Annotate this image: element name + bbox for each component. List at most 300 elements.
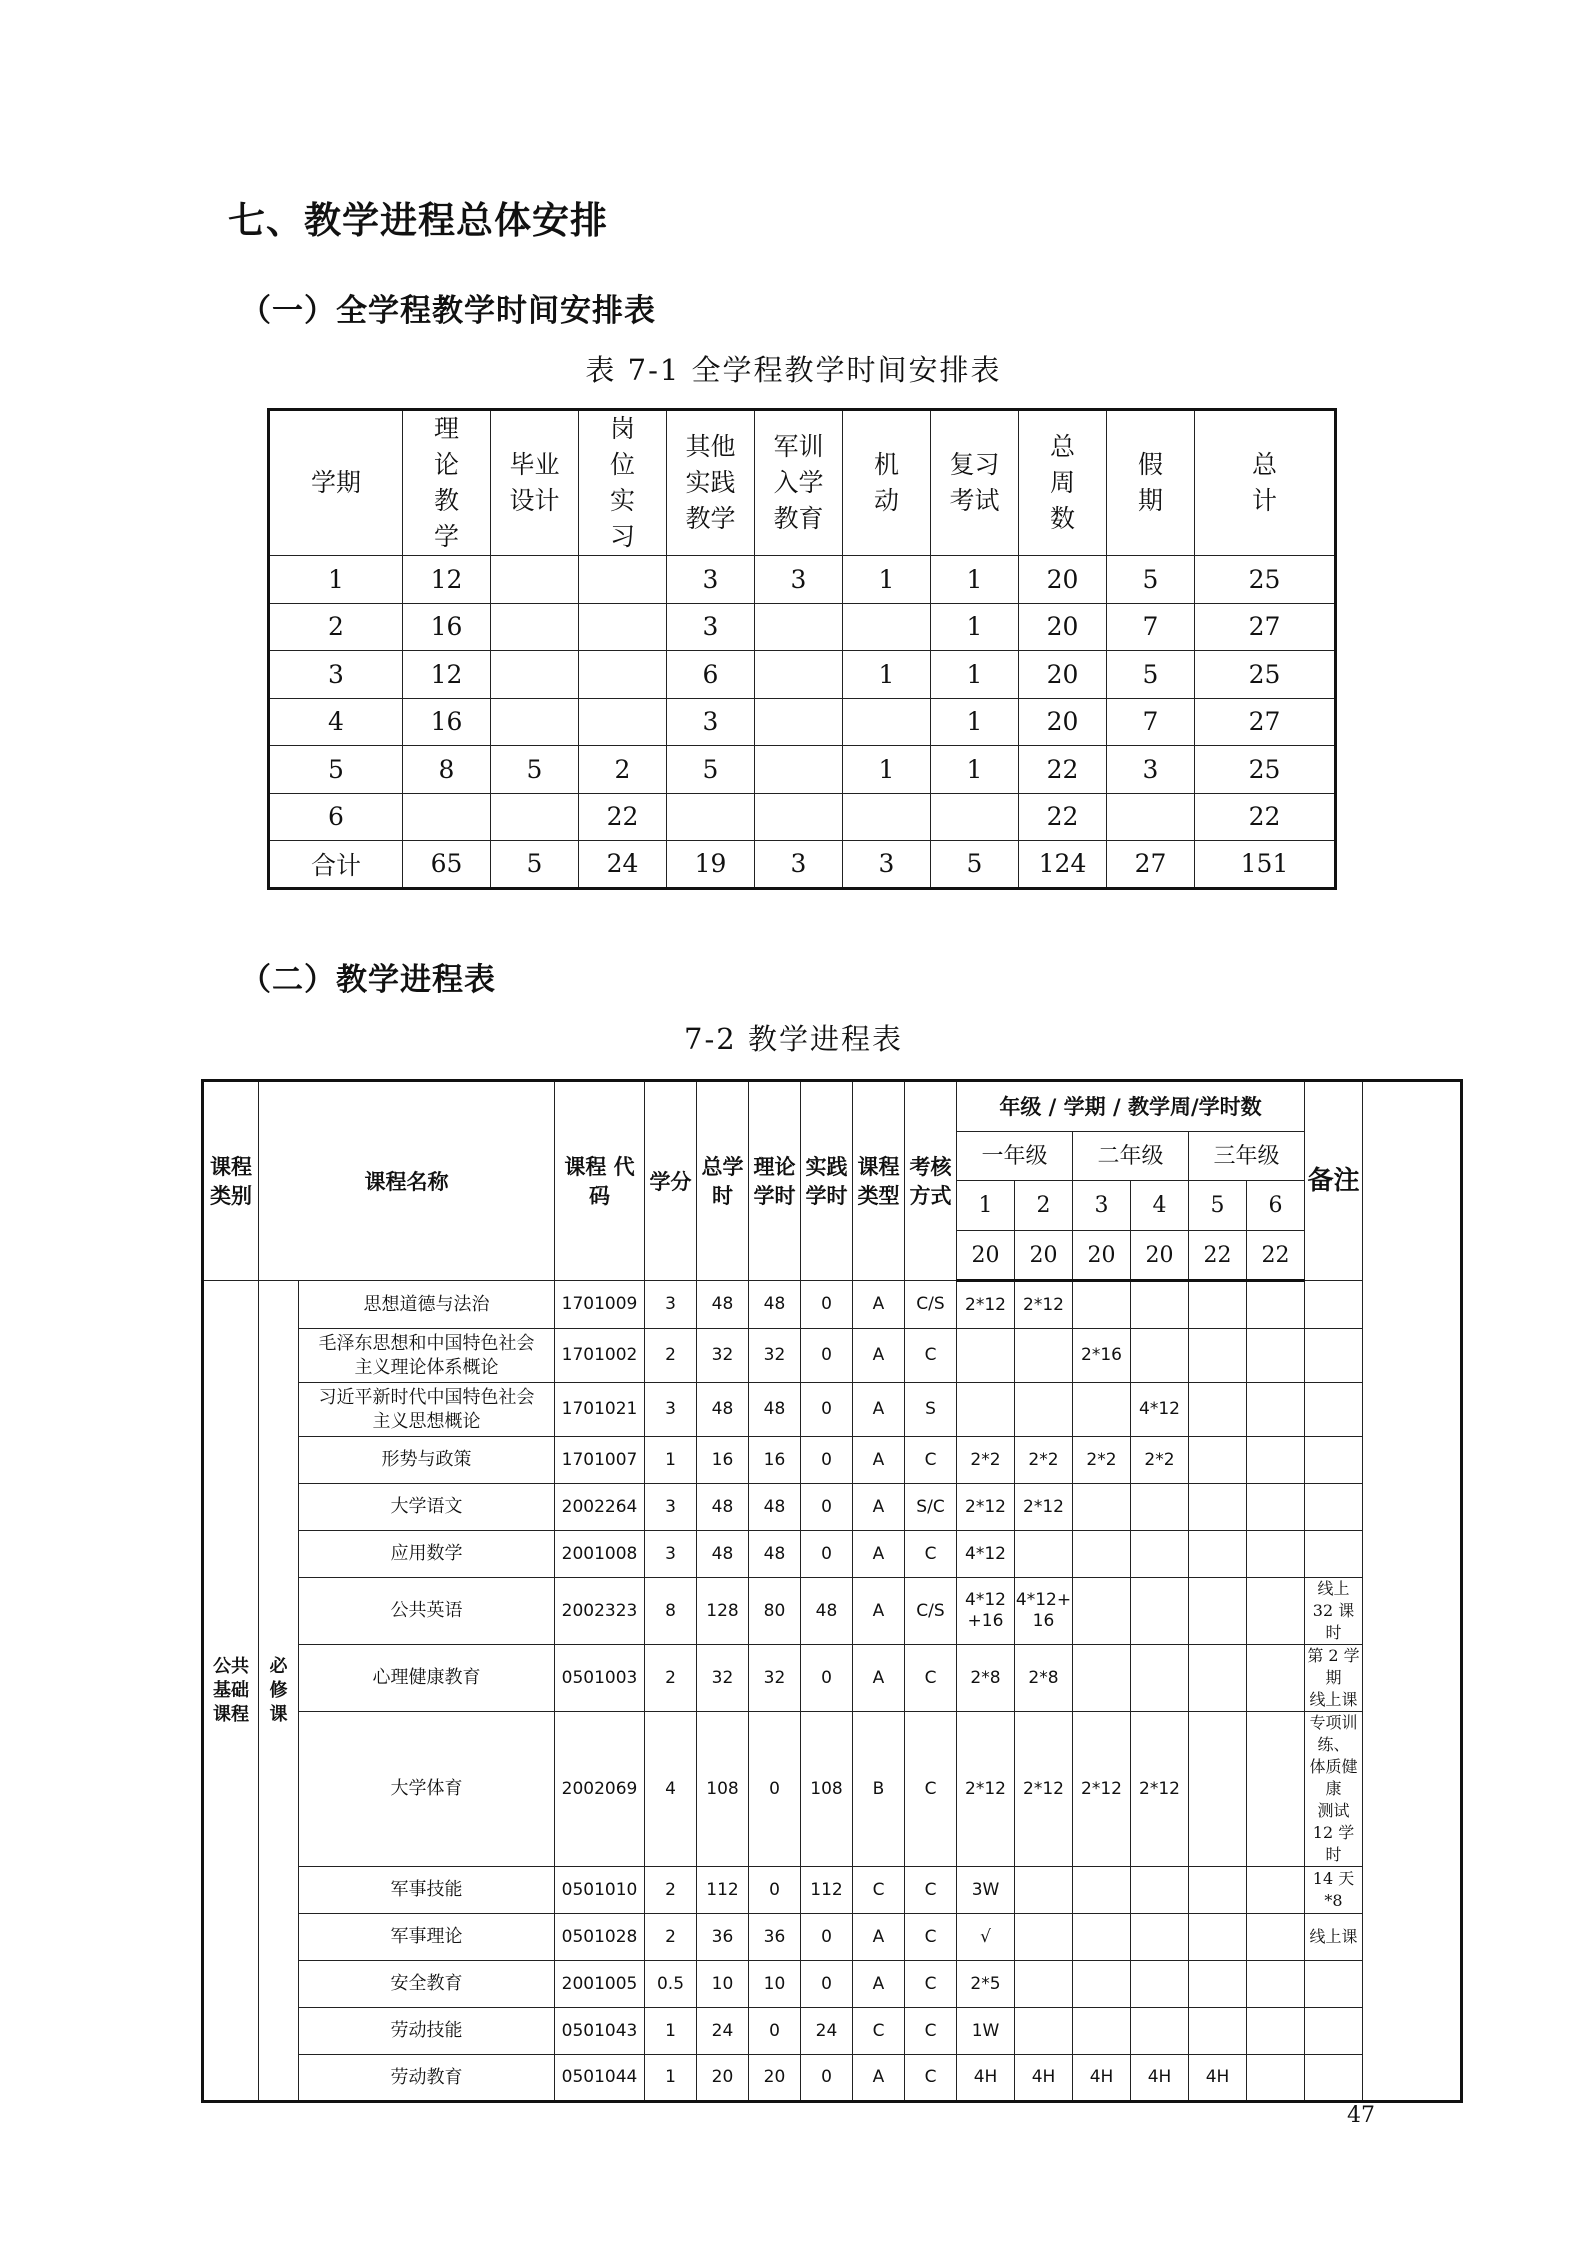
course-total-hours: 10 <box>697 1961 749 2008</box>
course-note: 线上 32 课 时 <box>1305 1578 1363 1645</box>
term-hours-1: 4*12 +16 <box>957 1578 1015 1645</box>
t1-row <box>269 603 1336 651</box>
term-hours-4 <box>1131 1281 1189 1329</box>
t1-cell <box>931 793 1019 841</box>
course-name: 毛泽东思想和中国特色社会 主义理论体系概论 <box>299 1329 555 1383</box>
course-practice-hours: 0 <box>801 1914 853 1961</box>
course-theory-hours: 10 <box>749 1961 801 2008</box>
course-theory-hours: 48 <box>749 1531 801 1578</box>
term-hours-1 <box>957 1383 1015 1437</box>
term-hours-6 <box>1247 1383 1305 1437</box>
term-hours-5 <box>1189 2008 1247 2055</box>
course-credit: 3 <box>645 1531 697 1578</box>
course-practice-hours: 112 <box>801 1867 853 1914</box>
term-hours-3 <box>1073 1961 1131 2008</box>
section-heading: 七、教学进程总体安排 <box>228 199 608 242</box>
header-grade-1: 一年级 <box>957 1132 1073 1181</box>
course-total-hours: 24 <box>697 2008 749 2055</box>
course-code: 1701002 <box>555 1329 645 1383</box>
t1-cell <box>491 698 579 746</box>
t1-cell <box>667 793 755 841</box>
header-grade-2: 二年级 <box>1073 1132 1189 1181</box>
term-hours-4 <box>1131 1484 1189 1531</box>
t1-cell: 1 <box>931 603 1019 651</box>
t1-cell <box>491 793 579 841</box>
term-hours-2 <box>1015 2008 1073 2055</box>
course-code: 1701007 <box>555 1437 645 1484</box>
t1-cell <box>755 746 843 794</box>
course-exam-method: C <box>905 1531 957 1578</box>
t1-cell: 3 <box>667 556 755 604</box>
t1-cell: 124 <box>1019 841 1107 889</box>
t1-cell: 22 <box>1019 793 1107 841</box>
header-exam-method: 考核 方式 <box>905 1081 957 1281</box>
course-row <box>203 1383 1462 1437</box>
t1-cell: 20 <box>1019 556 1107 604</box>
term-hours-3: 2*2 <box>1073 1437 1131 1484</box>
course-note <box>1305 1281 1363 1329</box>
course-practice-hours: 0 <box>801 2055 853 2102</box>
course-total-hours: 32 <box>697 1329 749 1383</box>
course-type: C <box>853 2008 905 2055</box>
t1-cell <box>843 793 931 841</box>
t1-row <box>269 651 1336 699</box>
t1-cell <box>491 651 579 699</box>
course-code: 2002323 <box>555 1578 645 1645</box>
t1-cell: 3 <box>843 841 931 889</box>
t1-cell: 3 <box>667 698 755 746</box>
term-hours-4 <box>1131 1961 1189 2008</box>
term-hours-5 <box>1189 1867 1247 1914</box>
course-code: 0501028 <box>555 1914 645 1961</box>
course-type: A <box>853 1531 905 1578</box>
course-practice-hours: 0 <box>801 1484 853 1531</box>
header-term-5: 5 <box>1189 1181 1247 1231</box>
header-category: 课程 类别 <box>203 1081 259 1281</box>
course-name: 劳动教育 <box>299 2055 555 2102</box>
t1-cell: 5 <box>491 746 579 794</box>
term-hours-5 <box>1189 1531 1247 1578</box>
term-hours-5 <box>1189 1961 1247 2008</box>
term-hours-1: 1W <box>957 2008 1015 2055</box>
course-row <box>203 1914 1462 1961</box>
t1-cell: 25 <box>1195 651 1336 699</box>
term-hours-3 <box>1073 1578 1131 1645</box>
course-type: A <box>853 1437 905 1484</box>
course-practice-hours: 0 <box>801 1531 853 1578</box>
header-week-count: 22 <box>1247 1231 1305 1281</box>
term-hours-3 <box>1073 1914 1131 1961</box>
t1-cell: 27 <box>1195 603 1336 651</box>
term-hours-6 <box>1247 1484 1305 1531</box>
term-hours-3: 2*12 <box>1073 1712 1131 1867</box>
course-row <box>203 2008 1462 2055</box>
t1-cell: 20 <box>1019 651 1107 699</box>
course-credit: 3 <box>645 1281 697 1329</box>
course-note <box>1305 1961 1363 2008</box>
t1-header-cell: 岗 位 实 习 <box>579 410 667 556</box>
t1-header-cell: 复习 考试 <box>931 410 1019 556</box>
course-name: 军事技能 <box>299 1867 555 1914</box>
t1-cell: 1 <box>931 746 1019 794</box>
course-name: 思想道德与法治 <box>299 1281 555 1329</box>
t1-cell: 6 <box>667 651 755 699</box>
t1-cell: 5 <box>269 746 403 794</box>
course-theory-hours: 32 <box>749 1645 801 1712</box>
term-hours-5 <box>1189 1281 1247 1329</box>
course-practice-hours: 0 <box>801 1281 853 1329</box>
course-code: 2001005 <box>555 1961 645 2008</box>
term-hours-6 <box>1247 1914 1305 1961</box>
course-type: A <box>853 1578 905 1645</box>
course-credit: 0.5 <box>645 1961 697 2008</box>
t1-cell: 3 <box>667 603 755 651</box>
term-hours-4 <box>1131 1867 1189 1914</box>
header-week-count: 20 <box>1015 1231 1073 1281</box>
t1-cell <box>755 651 843 699</box>
course-theory-hours: 32 <box>749 1329 801 1383</box>
course-note: 14 天*8 <box>1305 1867 1363 1914</box>
t1-row <box>269 841 1336 889</box>
course-code: 0501043 <box>555 2008 645 2055</box>
t1-row <box>269 746 1336 794</box>
term-hours-4 <box>1131 2008 1189 2055</box>
header-week-count: 20 <box>957 1231 1015 1281</box>
course-theory-hours: 0 <box>749 1712 801 1867</box>
term-hours-1: 2*5 <box>957 1961 1015 2008</box>
course-type: A <box>853 1383 905 1437</box>
course-code: 1701009 <box>555 1281 645 1329</box>
t1-cell: 22 <box>1019 746 1107 794</box>
term-hours-4 <box>1131 1531 1189 1578</box>
term-hours-1: 3W <box>957 1867 1015 1914</box>
table2-caption: 7-2 教学进程表 <box>684 1022 903 1056</box>
term-hours-3 <box>1073 1484 1131 1531</box>
header-week-count: 20 <box>1073 1231 1131 1281</box>
t1-cell: 3 <box>1107 746 1195 794</box>
term-hours-6 <box>1247 2055 1305 2102</box>
course-credit: 2 <box>645 1645 697 1712</box>
course-row <box>203 1645 1462 1712</box>
t1-cell <box>755 698 843 746</box>
course-total-hours: 16 <box>697 1437 749 1484</box>
t1-cell <box>579 603 667 651</box>
course-total-hours: 112 <box>697 1867 749 1914</box>
course-exam-method: C/S <box>905 1281 957 1329</box>
term-hours-5 <box>1189 1914 1247 1961</box>
term-hours-1 <box>957 1329 1015 1383</box>
course-practice-hours: 108 <box>801 1712 853 1867</box>
course-total-hours: 48 <box>697 1281 749 1329</box>
header-credit: 学分 <box>645 1081 697 1281</box>
course-code: 2002069 <box>555 1712 645 1867</box>
course-credit: 3 <box>645 1484 697 1531</box>
course-credit: 1 <box>645 1437 697 1484</box>
t1-cell <box>579 556 667 604</box>
t1-cell: 2 <box>579 746 667 794</box>
course-total-hours: 108 <box>697 1712 749 1867</box>
course-code: 2002264 <box>555 1484 645 1531</box>
table1-caption: 表 7-1 全学程教学时间安排表 <box>585 353 1002 387</box>
t1-header-cell: 假 期 <box>1107 410 1195 556</box>
course-code: 2001008 <box>555 1531 645 1578</box>
course-credit: 3 <box>645 1383 697 1437</box>
term-hours-5 <box>1189 1645 1247 1712</box>
course-total-hours: 32 <box>697 1645 749 1712</box>
term-hours-4 <box>1131 1578 1189 1645</box>
header-note: 备注 <box>1305 1081 1363 1281</box>
course-theory-hours: 0 <box>749 2008 801 2055</box>
course-note <box>1305 1484 1363 1531</box>
course-type: A <box>853 1645 905 1712</box>
t1-cell <box>579 651 667 699</box>
term-hours-3 <box>1073 1383 1131 1437</box>
term-hours-3 <box>1073 2008 1131 2055</box>
t1-header-cell: 军训 入学 教育 <box>755 410 843 556</box>
header-term-6: 6 <box>1247 1181 1305 1231</box>
t1-header-cell: 理 论 教 学 <box>403 410 491 556</box>
header-practice-hours: 实践 学时 <box>801 1081 853 1281</box>
course-credit: 2 <box>645 1867 697 1914</box>
course-total-hours: 48 <box>697 1531 749 1578</box>
course-type: A <box>853 1329 905 1383</box>
course-exam-method: C <box>905 1329 957 1383</box>
course-note <box>1305 1383 1363 1437</box>
course-exam-method: C <box>905 2008 957 2055</box>
term-hours-6 <box>1247 1712 1305 1867</box>
t1-cell: 3 <box>269 651 403 699</box>
course-code: 0501003 <box>555 1645 645 1712</box>
t1-cell <box>1107 793 1195 841</box>
t1-cell <box>403 793 491 841</box>
course-credit: 1 <box>645 2055 697 2102</box>
course-name: 大学体育 <box>299 1712 555 1867</box>
t1-cell: 1 <box>843 651 931 699</box>
course-row <box>203 1578 1462 1645</box>
term-hours-2 <box>1015 1383 1073 1437</box>
header-total-hours: 总学 时 <box>697 1081 749 1281</box>
course-type: A <box>853 1281 905 1329</box>
t1-cell: 19 <box>667 841 755 889</box>
t1-header-cell: 学期 <box>269 410 403 556</box>
term-hours-2: 2*12 <box>1015 1281 1073 1329</box>
course-row <box>203 1281 1462 1329</box>
t1-header-cell: 毕业 设计 <box>491 410 579 556</box>
t1-cell: 6 <box>269 793 403 841</box>
term-hours-6 <box>1247 1281 1305 1329</box>
course-note <box>1305 1437 1363 1484</box>
term-hours-6 <box>1247 1645 1305 1712</box>
t1-header-cell: 机 动 <box>843 410 931 556</box>
term-hours-3 <box>1073 1645 1131 1712</box>
course-row <box>203 1867 1462 1914</box>
t1-cell: 7 <box>1107 603 1195 651</box>
term-hours-1: √ <box>957 1914 1015 1961</box>
course-name: 应用数学 <box>299 1531 555 1578</box>
t1-cell: 1 <box>843 556 931 604</box>
t1-cell: 22 <box>1195 793 1336 841</box>
term-hours-2: 2*2 <box>1015 1437 1073 1484</box>
course-row <box>203 1531 1462 1578</box>
course-practice-hours: 0 <box>801 1961 853 2008</box>
course-exam-method: C <box>905 2055 957 2102</box>
term-hours-2 <box>1015 1329 1073 1383</box>
course-theory-hours: 0 <box>749 1867 801 1914</box>
term-hours-4 <box>1131 1329 1189 1383</box>
term-hours-1: 4H <box>957 2055 1015 2102</box>
course-practice-hours: 0 <box>801 1329 853 1383</box>
course-note: 线上课 <box>1305 1914 1363 1961</box>
term-hours-6 <box>1247 2008 1305 2055</box>
course-row <box>203 1961 1462 2008</box>
t1-header-cell: 总 计 <box>1195 410 1336 556</box>
t1-cell: 5 <box>1107 556 1195 604</box>
t1-cell: 22 <box>579 793 667 841</box>
t1-cell: 合计 <box>269 841 403 889</box>
t1-header-cell: 其他 实践 教学 <box>667 410 755 556</box>
t1-cell: 151 <box>1195 841 1336 889</box>
course-total-hours: 36 <box>697 1914 749 1961</box>
course-theory-hours: 36 <box>749 1914 801 1961</box>
t1-cell: 16 <box>403 603 491 651</box>
t1-header-cell: 总 周 数 <box>1019 410 1107 556</box>
term-hours-2 <box>1015 1867 1073 1914</box>
course-practice-hours: 0 <box>801 1383 853 1437</box>
header-term-3: 3 <box>1073 1181 1131 1231</box>
t1-cell: 4 <box>269 698 403 746</box>
t1-cell: 25 <box>1195 556 1336 604</box>
term-hours-4: 4H <box>1131 2055 1189 2102</box>
course-theory-hours: 16 <box>749 1437 801 1484</box>
t1-cell <box>579 698 667 746</box>
t1-cell: 3 <box>755 556 843 604</box>
term-hours-3 <box>1073 1867 1131 1914</box>
term-hours-6 <box>1247 1531 1305 1578</box>
course-credit: 8 <box>645 1578 697 1645</box>
t1-cell <box>491 556 579 604</box>
course-exam-method: C <box>905 1914 957 1961</box>
t1-cell: 8 <box>403 746 491 794</box>
course-name: 形势与政策 <box>299 1437 555 1484</box>
course-exam-method: S <box>905 1383 957 1437</box>
term-hours-4 <box>1131 1914 1189 1961</box>
term-hours-6 <box>1247 1329 1305 1383</box>
course-row <box>203 1437 1462 1484</box>
course-note <box>1305 2055 1363 2102</box>
t1-cell: 20 <box>1019 698 1107 746</box>
term-hours-5 <box>1189 1484 1247 1531</box>
course-type: A <box>853 2055 905 2102</box>
term-hours-2 <box>1015 1531 1073 1578</box>
course-name: 劳动技能 <box>299 2008 555 2055</box>
course-total-hours: 20 <box>697 2055 749 2102</box>
subsection-heading-1: （一）全学程教学时间安排表 <box>240 293 656 329</box>
course-type: C <box>853 1867 905 1914</box>
term-hours-2 <box>1015 1914 1073 1961</box>
course-note: 第 2 学期 线上课 <box>1305 1645 1363 1712</box>
t1-cell: 5 <box>1107 651 1195 699</box>
term-hours-4: 2*2 <box>1131 1437 1189 1484</box>
t1-cell: 5 <box>667 746 755 794</box>
term-hours-6 <box>1247 1867 1305 1914</box>
term-hours-5: 4H <box>1189 2055 1247 2102</box>
course-theory-hours: 48 <box>749 1484 801 1531</box>
t1-cell <box>491 603 579 651</box>
t1-cell: 1 <box>931 556 1019 604</box>
course-name: 安全教育 <box>299 1961 555 2008</box>
course-exam-method: S/C <box>905 1484 957 1531</box>
course-note <box>1305 1531 1363 1578</box>
term-hours-3: 2*16 <box>1073 1329 1131 1383</box>
term-hours-4: 2*12 <box>1131 1712 1189 1867</box>
header-term-2: 2 <box>1015 1181 1073 1231</box>
course-code: 1701021 <box>555 1383 645 1437</box>
t1-cell: 27 <box>1195 698 1336 746</box>
header-week-count: 20 <box>1131 1231 1189 1281</box>
term-hours-2: 4H <box>1015 2055 1073 2102</box>
t1-cell: 27 <box>1107 841 1195 889</box>
category-public-basic: 公共 基础 课程 <box>203 1281 259 2102</box>
course-row <box>203 1329 1462 1383</box>
t1-cell: 25 <box>1195 746 1336 794</box>
page-number: 47 <box>1347 2103 1375 2128</box>
header-week-count: 22 <box>1189 1231 1247 1281</box>
course-exam-method: C <box>905 1437 957 1484</box>
course-exam-method: C <box>905 1712 957 1867</box>
term-hours-3 <box>1073 1281 1131 1329</box>
t1-row <box>269 698 1336 746</box>
term-hours-6 <box>1247 1437 1305 1484</box>
course-note <box>1305 2008 1363 2055</box>
term-hours-3: 4H <box>1073 2055 1131 2102</box>
term-hours-1: 2*12 <box>957 1484 1015 1531</box>
t1-cell: 3 <box>755 841 843 889</box>
course-credit: 2 <box>645 1329 697 1383</box>
t1-row <box>269 793 1336 841</box>
term-hours-2: 2*12 <box>1015 1712 1073 1867</box>
term-hours-6 <box>1247 1578 1305 1645</box>
course-exam-method: C <box>905 1867 957 1914</box>
t1-cell <box>755 793 843 841</box>
course-credit: 1 <box>645 2008 697 2055</box>
course-name: 军事理论 <box>299 1914 555 1961</box>
course-note: 专项训练、 体质健康 测试 12 学 时 <box>1305 1712 1363 1867</box>
teaching-time-table <box>267 408 1337 890</box>
course-credit: 4 <box>645 1712 697 1867</box>
t1-cell: 1 <box>931 698 1019 746</box>
t1-cell: 1 <box>843 746 931 794</box>
course-type: B <box>853 1712 905 1867</box>
term-hours-1: 2*8 <box>957 1645 1015 1712</box>
t1-cell: 12 <box>403 556 491 604</box>
course-name: 心理健康教育 <box>299 1645 555 1712</box>
term-hours-5 <box>1189 1383 1247 1437</box>
term-hours-5 <box>1189 1329 1247 1383</box>
course-theory-hours: 48 <box>749 1383 801 1437</box>
course-type: A <box>853 1961 905 2008</box>
course-note <box>1305 1329 1363 1383</box>
term-hours-3 <box>1073 1531 1131 1578</box>
header-grade-3: 三年级 <box>1189 1132 1305 1181</box>
course-credit: 2 <box>645 1914 697 1961</box>
course-type: A <box>853 1914 905 1961</box>
term-hours-1: 4*12 <box>957 1531 1015 1578</box>
header-theory-hours: 理论 学时 <box>749 1081 801 1281</box>
course-name: 大学语文 <box>299 1484 555 1531</box>
term-hours-5 <box>1189 1712 1247 1867</box>
header-grade-group: 年级 / 学期 / 教学周/学时数 <box>957 1081 1305 1132</box>
header-course-code: 课程 代码 <box>555 1081 645 1281</box>
